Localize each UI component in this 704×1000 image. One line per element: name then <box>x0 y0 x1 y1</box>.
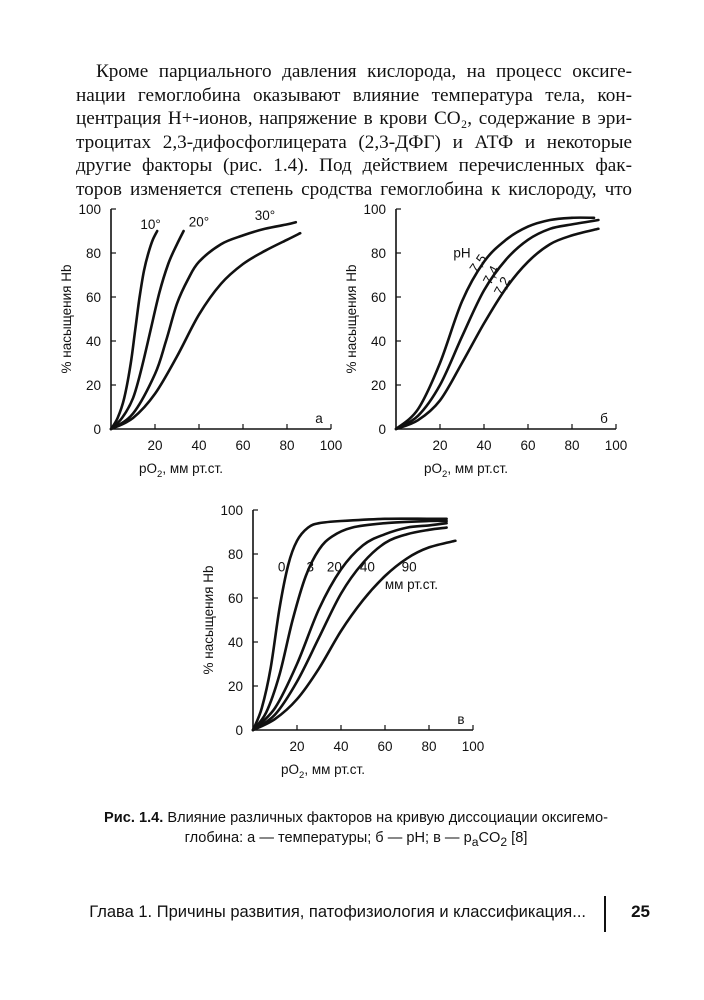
curve-line <box>396 218 594 429</box>
curve-line <box>111 233 300 429</box>
y-tick-label: 0 <box>378 422 386 437</box>
caption-sub-2: 2 <box>500 834 508 849</box>
figure-caption <box>96 808 616 852</box>
curve-line <box>253 523 447 730</box>
caption-text-line2a: глобина: а — температуры; б — pH; в — p <box>184 830 472 846</box>
curve-label: 7,5 <box>466 251 490 276</box>
paragraph-line: другие факторы (рис. 1.4). Под действием перечисленных фак- <box>76 155 632 177</box>
y-tick-label: 20 <box>370 378 386 393</box>
y-tick-label: 100 <box>220 503 243 518</box>
page-footer <box>89 900 680 928</box>
x-tick-label: 100 <box>604 438 628 453</box>
paragraph-line: центрация H+-ионов, напряжение в крови CO₂, содержание в эри- <box>76 108 632 130</box>
paragraph-line: нации гемоглобина оказывают влияние температура тела, кон- <box>76 84 632 106</box>
x-axis-label: $pO_2$, мм рт.ст. <box>281 762 365 781</box>
footer-divider <box>604 896 606 932</box>
chapter-title: Глава 1. Причины развития, патофизиология и классификация... <box>89 903 586 921</box>
curve-label: 30° <box>254 208 276 223</box>
curve-label: мм рт.ст. <box>384 577 438 593</box>
paragraph-line: троцитах 2,3-дифосфоглицерата (2,3-ДФГ) и АТФ и некоторые <box>76 131 632 153</box>
y-tick-label: 0 <box>93 422 101 437</box>
caption-ref: [8] <box>507 830 528 846</box>
x-tick-label: 100 <box>319 438 343 453</box>
page-number: 25 <box>631 902 650 921</box>
x-tick-label: 60 <box>377 739 393 754</box>
y-tick-label: 20 <box>85 378 101 393</box>
y-axis-label: % насыщения Hb <box>201 565 216 675</box>
curve-line <box>396 220 598 429</box>
y-tick-label: 20 <box>227 679 243 694</box>
y-axis-label: % насыщения Hb <box>59 264 74 374</box>
panel-label: б <box>600 411 608 426</box>
caption-sub-a: a <box>471 834 479 849</box>
paragraph-line: торов изменяется степень сродства гемоглобина к кислороду, что <box>76 178 632 200</box>
x-tick-label: 40 <box>333 739 349 754</box>
caption-text-line1: Влияние различных факторов на кривую диссоциации оксигемо- <box>163 810 608 826</box>
curve-label: 40 <box>359 559 375 575</box>
x-tick-label: 20 <box>432 438 448 453</box>
x-axis-label: $pO_2$, мм рт.ст. <box>139 461 223 480</box>
axis-frame <box>396 209 616 429</box>
curve-label: 20° <box>188 214 210 230</box>
y-axis-label: % насыщения Hb <box>344 264 359 374</box>
curve-label: pH <box>453 245 471 261</box>
paragraph-line: Кроме парциального давления кислорода, на процесс оксиге- <box>96 61 632 82</box>
x-axis-label: $pO_2$, мм рт.ст. <box>424 461 508 480</box>
panel-label: в <box>457 712 465 727</box>
x-tick-label: 60 <box>235 438 251 453</box>
caption-text-co: CO <box>478 830 501 846</box>
y-tick-label: 60 <box>227 591 243 606</box>
curve-label: 3 <box>306 559 314 575</box>
y-tick-label: 0 <box>235 723 243 738</box>
y-tick-label: 40 <box>85 334 101 349</box>
curve-label: 7,2 <box>490 274 514 298</box>
y-tick-label: 60 <box>85 290 101 305</box>
caption-fig-label: Рис. 1.4. <box>104 810 164 826</box>
y-tick-label: 60 <box>370 290 386 305</box>
x-tick-label: 40 <box>191 438 207 453</box>
panel-label: а <box>315 411 323 426</box>
curve-label: 10° <box>140 216 161 232</box>
y-tick-label: 40 <box>227 635 243 650</box>
y-tick-label: 80 <box>227 547 243 562</box>
y-tick-label: 80 <box>370 246 386 261</box>
x-tick-label: 80 <box>564 438 580 453</box>
x-tick-label: 40 <box>476 438 492 453</box>
curve-line <box>396 229 598 429</box>
curve-line <box>111 222 296 429</box>
curve-label: 7,4 <box>479 263 503 287</box>
y-tick-label: 80 <box>85 246 101 261</box>
y-tick-label: 100 <box>78 202 101 217</box>
curve-label: 20 <box>326 559 342 575</box>
x-tick-label: 20 <box>147 438 163 453</box>
curve-label: 0 <box>277 559 286 575</box>
x-tick-label: 60 <box>520 438 536 453</box>
x-tick-label: 80 <box>421 739 437 754</box>
x-tick-label: 100 <box>461 739 485 754</box>
y-tick-label: 40 <box>370 334 386 349</box>
curve-label: 90 <box>401 559 417 575</box>
x-tick-label: 20 <box>289 739 305 754</box>
x-tick-label: 80 <box>279 438 295 453</box>
y-tick-label: 100 <box>363 202 386 217</box>
